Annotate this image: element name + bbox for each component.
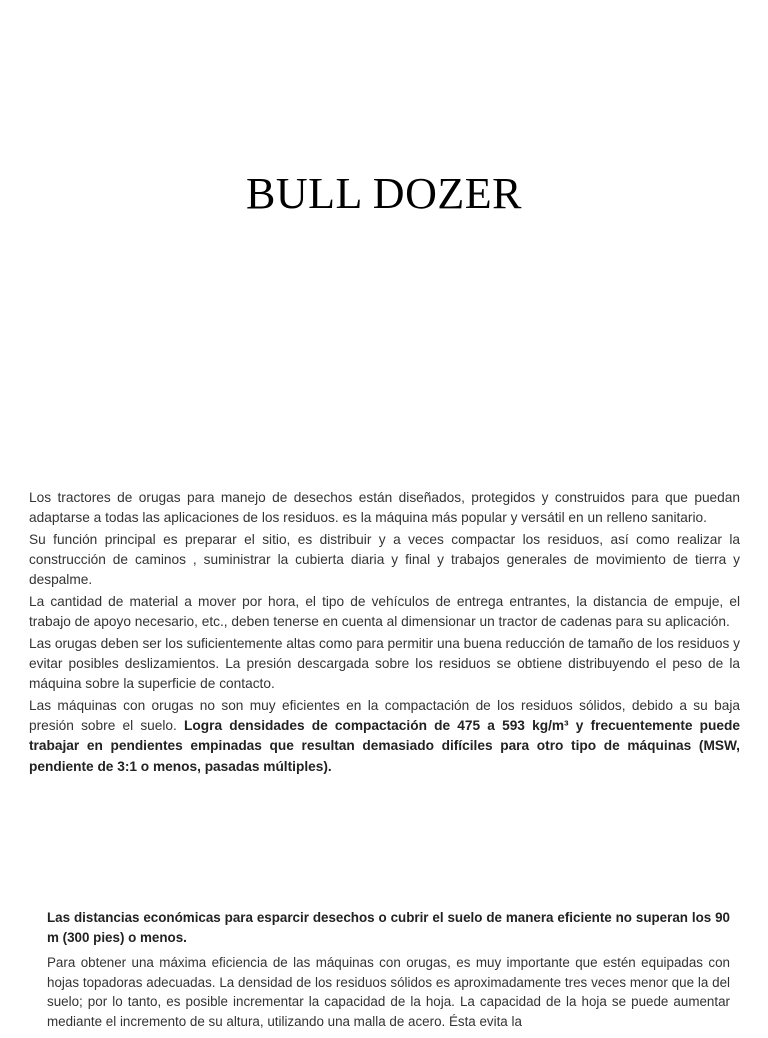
paragraph-bold-text: Las distancias económicas para esparcir desechos o cubrir el suelo de manera eficiente no superan los 90 m (300 pies) o menos. (47, 910, 730, 945)
paragraph: Su función principal es preparar el sitio, es distribuir y a veces compactar los residuos, así como realizar la construcción de caminos , suministrar la cubierta diaria y final y trabajos generales de movimiento de tierra y despalme. (29, 531, 740, 588)
paragraph (47, 908, 730, 947)
section-distances (47, 908, 730, 1038)
page-title: BULL DOZER (246, 169, 522, 218)
paragraph: La cantidad de material a mover por hora, el tipo de vehículos de entrega entrantes, la distancia de empuje, el trabajo de apoyo necesario, etc., deben tenerse en cuenta al dimensionar un tractor de cadenas para su aplicación. (29, 594, 740, 630)
section-intro (29, 488, 740, 778)
paragraph-bold-text: Logra densidades de compactación de 475 a 593 kg/m³ y frecuentemente puede trabajar en pendientes empinadas que resultan demasiado difíciles para otro tipo de máquinas (MSW, pendiente de 3:1 o menos, pasadas múltiples). (29, 718, 740, 774)
paragraph-text: Las máquinas con orugas no son muy eficientes en la compactación de los residuos sólidos, debido a su baja presión sobre el suelo. (29, 698, 740, 734)
paragraph: Los tractores de orugas para manejo de desechos están diseñados, protegidos y construidos para que puedan adaptarse a todas las aplicaciones de los residuos. es la máquina más popular y versátil en un relleno sanitario. (29, 490, 740, 526)
paragraph: Para obtener una máxima eficiencia de las máquinas con orugas, es muy importante que estén equipadas con hojas topadoras adecuadas. La densidad de los residuos sólidos es aproximadamente tres veces menor que la del suelo; por lo tanto, es posible incrementar la capacidad de la hoja. La capacidad de la hoja se puede aumentar mediante el incremento de su altura, utilizando una malla de acero. Ésta evita la (47, 955, 730, 1029)
paragraph (29, 696, 740, 777)
paragraph: Las orugas deben ser los suficientemente altas como para permitir una buena reducción de tamaño de los residuos y evitar posibles deslizamientos. La presión descargada sobre los residuos se obtiene distribuyendo el peso de la máquina sobre la superficie de contacto. (29, 635, 740, 692)
